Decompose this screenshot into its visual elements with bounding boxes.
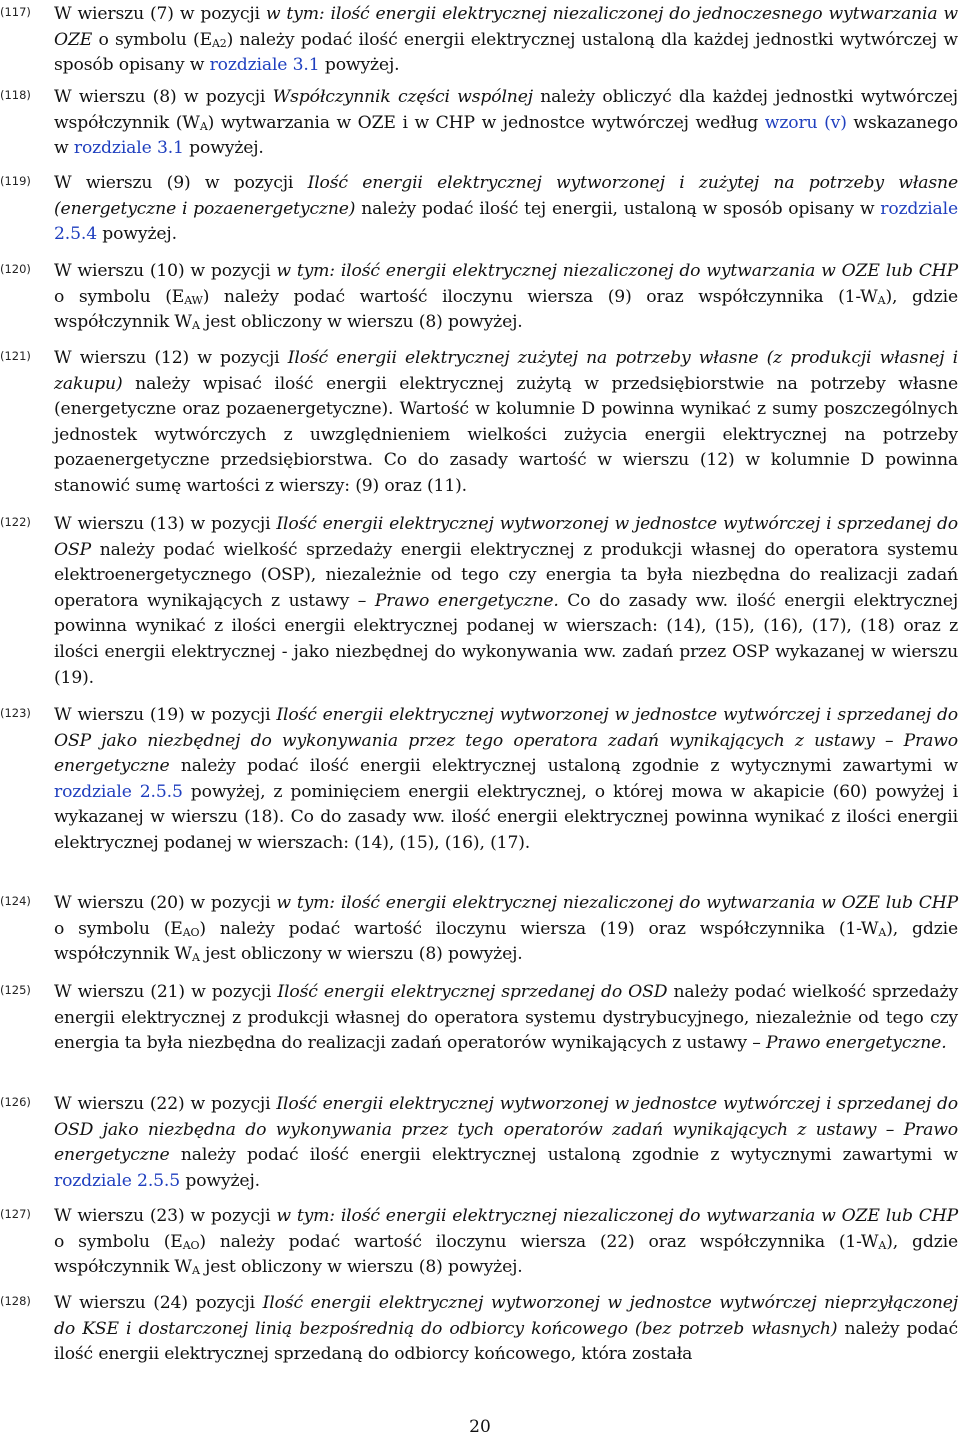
italic-text: Prawo energetyczne. — [374, 590, 559, 611]
text-run: W wierszu (12) w pozycji — [54, 348, 288, 368]
paragraph-text — [54, 85, 958, 162]
italic-text: Ilość energii elektrycznej zużytej na potrzeby własne (z produkcji własnej i zakupu) — [54, 348, 958, 394]
italic-text: w tym: ilość energii elektrycznej niezaliczonej do wytwarzania w OZE lub CHP — [276, 261, 958, 281]
paragraph — [0, 891, 960, 968]
subscript: A — [878, 925, 887, 939]
italic-text: Ilość energii elektrycznej wytworzonej w jednostce wytwórczej i sprzedanej do OSD jako niezbędna do wykonywania przez tych operatorów zadań wynikających z ustawy – Prawo energetyczne — [54, 1094, 958, 1166]
text-run: powyżej. — [319, 55, 400, 76]
text-run: W wierszu (22) w pozycji — [54, 1094, 277, 1114]
text-run: o symbolu (E — [54, 286, 185, 307]
italic-text: w tym: ilość energii elektrycznej niezaliczonej do wytwarzania w OZE lub CHP — [276, 1206, 958, 1226]
paragraph-number: (128) — [0, 1294, 31, 1308]
paragraph-number: (121) — [0, 349, 31, 363]
text-run: W wierszu (19) w pozycji — [54, 705, 277, 725]
paragraph — [0, 85, 960, 162]
paragraph-text — [54, 703, 958, 857]
italic-text: Prawo energetyczne. — [766, 1033, 947, 1054]
paragraph-number: (122) — [0, 515, 31, 529]
subscript: A — [878, 1238, 887, 1252]
italic-text: Ilość energii elektrycznej sprzedanej do OSD — [277, 982, 668, 1002]
paragraph-text — [54, 1204, 958, 1281]
text-run: powyżej. — [183, 138, 264, 159]
text-run: powyżej, z pominięciem energii elektrycznej, o której mowa w akapicie (60) powyżej i wykazanej w wierszu (18). Co do zasady ww. ilość energii elektrycznej powinna wynikać z ilości energii elektrycznej podanej w wierszach: (14), (15), (16), (17). — [54, 781, 958, 853]
paragraph-text — [54, 891, 958, 968]
italic-text: Ilość energii elektrycznej wytworzonej w jednostce wytwórczej i sprzedanej do OSP — [54, 514, 958, 560]
paragraph-number: (126) — [0, 1095, 31, 1109]
text-run: W wierszu (7) w pozycji — [54, 4, 266, 24]
subscript: AO — [182, 1238, 200, 1252]
text-run: jest obliczony w wierszu (8) powyżej. — [199, 944, 523, 965]
text-run: W wierszu (20) w pozycji — [54, 893, 277, 913]
cross-reference-link[interactable]: wzoru (v) — [764, 112, 847, 133]
text-run: powyżej. — [180, 1170, 260, 1191]
italic-text: w tym: ilość energii elektrycznej niezaliczonej do jednoczesnego wytwarzania w OZE — [54, 4, 958, 50]
page-number: 20 — [469, 1417, 491, 1437]
paragraph — [0, 1291, 960, 1368]
paragraph-number: (123) — [0, 706, 31, 720]
text-run: ), gdzie współczynnik W — [54, 286, 958, 333]
paragraph-text — [54, 259, 958, 336]
subscript: A — [199, 119, 208, 133]
italic-text: w tym: ilość energii elektrycznej niezaliczonej do wytwarzania w OZE lub CHP — [276, 893, 958, 913]
text-run: W wierszu (8) w pozycji — [54, 87, 273, 107]
subscript: A2 — [211, 36, 227, 50]
text-run: W wierszu (23) w pozycji — [54, 1206, 277, 1226]
subscript: A — [877, 293, 886, 307]
text-run: W wierszu (13) w pozycji — [54, 514, 277, 534]
text-run: należy podać ilość tej energii, ustaloną w sposób opisany w — [355, 198, 881, 219]
paragraph-number: (124) — [0, 894, 31, 908]
text-run: ) wytwarzania w OZE i w CHP w jednostce wytwórczej według — [207, 112, 765, 133]
text-run: ), gdzie współczynnik W — [54, 1231, 958, 1278]
cross-reference-link[interactable]: rozdziale 2.5.5 — [54, 781, 183, 802]
text-run: ) należy podać wartość iloczynu wiersza (9) oraz współczynnika (1-W — [202, 286, 878, 307]
paragraph-text — [54, 171, 958, 248]
text-run: jest obliczony w wierszu (8) powyżej. — [199, 1257, 523, 1278]
text-run: należy obliczyć dla każdej jednostki wytwórczej współczynnik (W — [54, 87, 958, 133]
cross-reference-link[interactable]: rozdziale 3.1 — [73, 138, 184, 159]
text-run: ), gdzie współczynnik W — [54, 918, 958, 965]
paragraph — [0, 1092, 960, 1194]
subscript: AO — [182, 925, 200, 939]
paragraph-number: (127) — [0, 1207, 31, 1221]
text-run: ) należy podać ilość energii elektrycznej ustaloną dla każdej jednostki wytwórczej w sposób opisany w — [54, 29, 958, 76]
text-run: W wierszu (10) w pozycji — [54, 261, 277, 281]
paragraph-text — [54, 1291, 958, 1368]
italic-text: Ilość energii elektrycznej wytworzonej i zużytej na potrzeby własne (energetyczne i pozaenergetyczne) — [54, 173, 958, 219]
subscript: A — [191, 951, 200, 965]
text-run: W wierszu (24) pozycji — [54, 1293, 263, 1313]
text-run: W wierszu (9) w pozycji — [54, 173, 308, 193]
text-run: o symbolu (E — [92, 29, 212, 50]
paragraph — [0, 512, 960, 691]
text-run: należy wpisać ilość energii elektrycznej zużytą w przedsiębiorstwie na potrzeby własne (energetyczne oraz pozaenergetyczne). Wartość w kolumnie D powinna wynikać z sumy poszczególnych jednostek wytwórczych z uwzględnieniem wielkości zużycia energii elektrycznej na potrzeby pozaenergetyczne przedsiębiorstwa. Co do zasady wartość w wierszu (12) w kolumnie D powinna stanowić sumę wartości z wierszy: (9) oraz (11). — [54, 373, 958, 496]
paragraph — [0, 171, 960, 248]
text-run: W wierszu (21) w pozycji — [54, 982, 278, 1002]
text-run: należy podać ilość energii elektrycznej sprzedaną do odbiorcy końcowego, która została — [54, 1318, 959, 1365]
text-run: ) należy podać wartość iloczynu wiersza (22) oraz współczynnika (1-W — [199, 1231, 879, 1252]
paragraph-text — [54, 346, 958, 500]
italic-text: Ilość energii elektrycznej wytworzonej w jednostce wytwórczej i sprzedanej do OSP jako niezbędnej do wykonywania przez tego operatora zadań wynikających z ustawy – Prawo energetyczne — [54, 705, 958, 777]
cross-reference-link[interactable]: rozdziale 3.1 — [209, 55, 320, 76]
paragraph-text — [54, 2, 958, 79]
text-run: wskazanego w — [54, 112, 959, 159]
text-run: powyżej. — [96, 224, 177, 245]
paragraph-number: (119) — [0, 174, 31, 188]
paragraph — [0, 2, 960, 79]
text-run: ) należy podać wartość iloczynu wiersza (19) oraz współczynnika (1-W — [199, 918, 879, 939]
paragraph-number: (120) — [0, 262, 31, 276]
paragraph — [0, 259, 960, 336]
paragraph-text — [54, 512, 958, 691]
subscript: A — [191, 1264, 200, 1278]
subscript: A — [191, 319, 200, 333]
paragraph — [0, 980, 960, 1057]
italic-text: Współczynnik części wspólnej — [272, 87, 533, 107]
italic-text: Ilość energii elektrycznej wytworzonej w jednostce wytwórczej nieprzyłączonej do KSE i dostarczonej linią bezpośrednią do odbiorcy końcowego (bez potrzeb własnych) — [54, 1293, 958, 1339]
paragraph-text — [54, 1092, 958, 1194]
text-run: należy podać ilość energii elektrycznej ustaloną zgodnie z wytycznymi zawartymi w — [169, 1145, 958, 1166]
text-run: o symbolu (E — [54, 918, 183, 939]
paragraph-number: (118) — [0, 88, 31, 102]
cross-reference-link[interactable]: rozdziale 2.5.5 — [54, 1170, 181, 1191]
paragraph — [0, 703, 960, 857]
text-run: o symbolu (E — [54, 1231, 183, 1252]
text-run: Co do zasady ww. ilość energii elektrycznej powinna wynikać z ilości energii elektrycznej podanej w wierszach: (14), (15), (16), (17), (18) oraz z ilości energii elektrycznej - jako niezbędnej do wykonywania ww. zadań przez OSP wykazanej w wierszu (19). — [54, 590, 958, 688]
paragraph — [0, 1204, 960, 1281]
subscript: AW — [184, 293, 203, 307]
cross-reference-link[interactable]: rozdziale 2.5.4 — [54, 198, 958, 245]
paragraph — [0, 346, 960, 500]
text-run: należy podać wielkość sprzedaży energii elektrycznej z produkcji własnej do operatora systemu dystrybucyjnego, niezależnie od tego czy energia ta była niezbędna do realizacji zadań operatorów wynikających z ustawy – — [54, 982, 958, 1054]
text-run: należy podać wielkość sprzedaży energii elektrycznej z produkcji własnej do operatora systemu elektroenergetycznego (OSP), niezależnie od tego czy energia ta była niezbędna do realizacji zadań operatora wynikających z ustawy – — [54, 539, 958, 611]
text-run: należy podać ilość energii elektrycznej ustaloną zgodnie z wytycznymi zawartymi w — [169, 756, 958, 777]
paragraph-number: (117) — [0, 5, 31, 19]
paragraph-number: (125) — [0, 983, 31, 997]
paragraph-text — [54, 980, 958, 1057]
text-run: jest obliczony w wierszu (8) powyżej. — [199, 312, 523, 333]
